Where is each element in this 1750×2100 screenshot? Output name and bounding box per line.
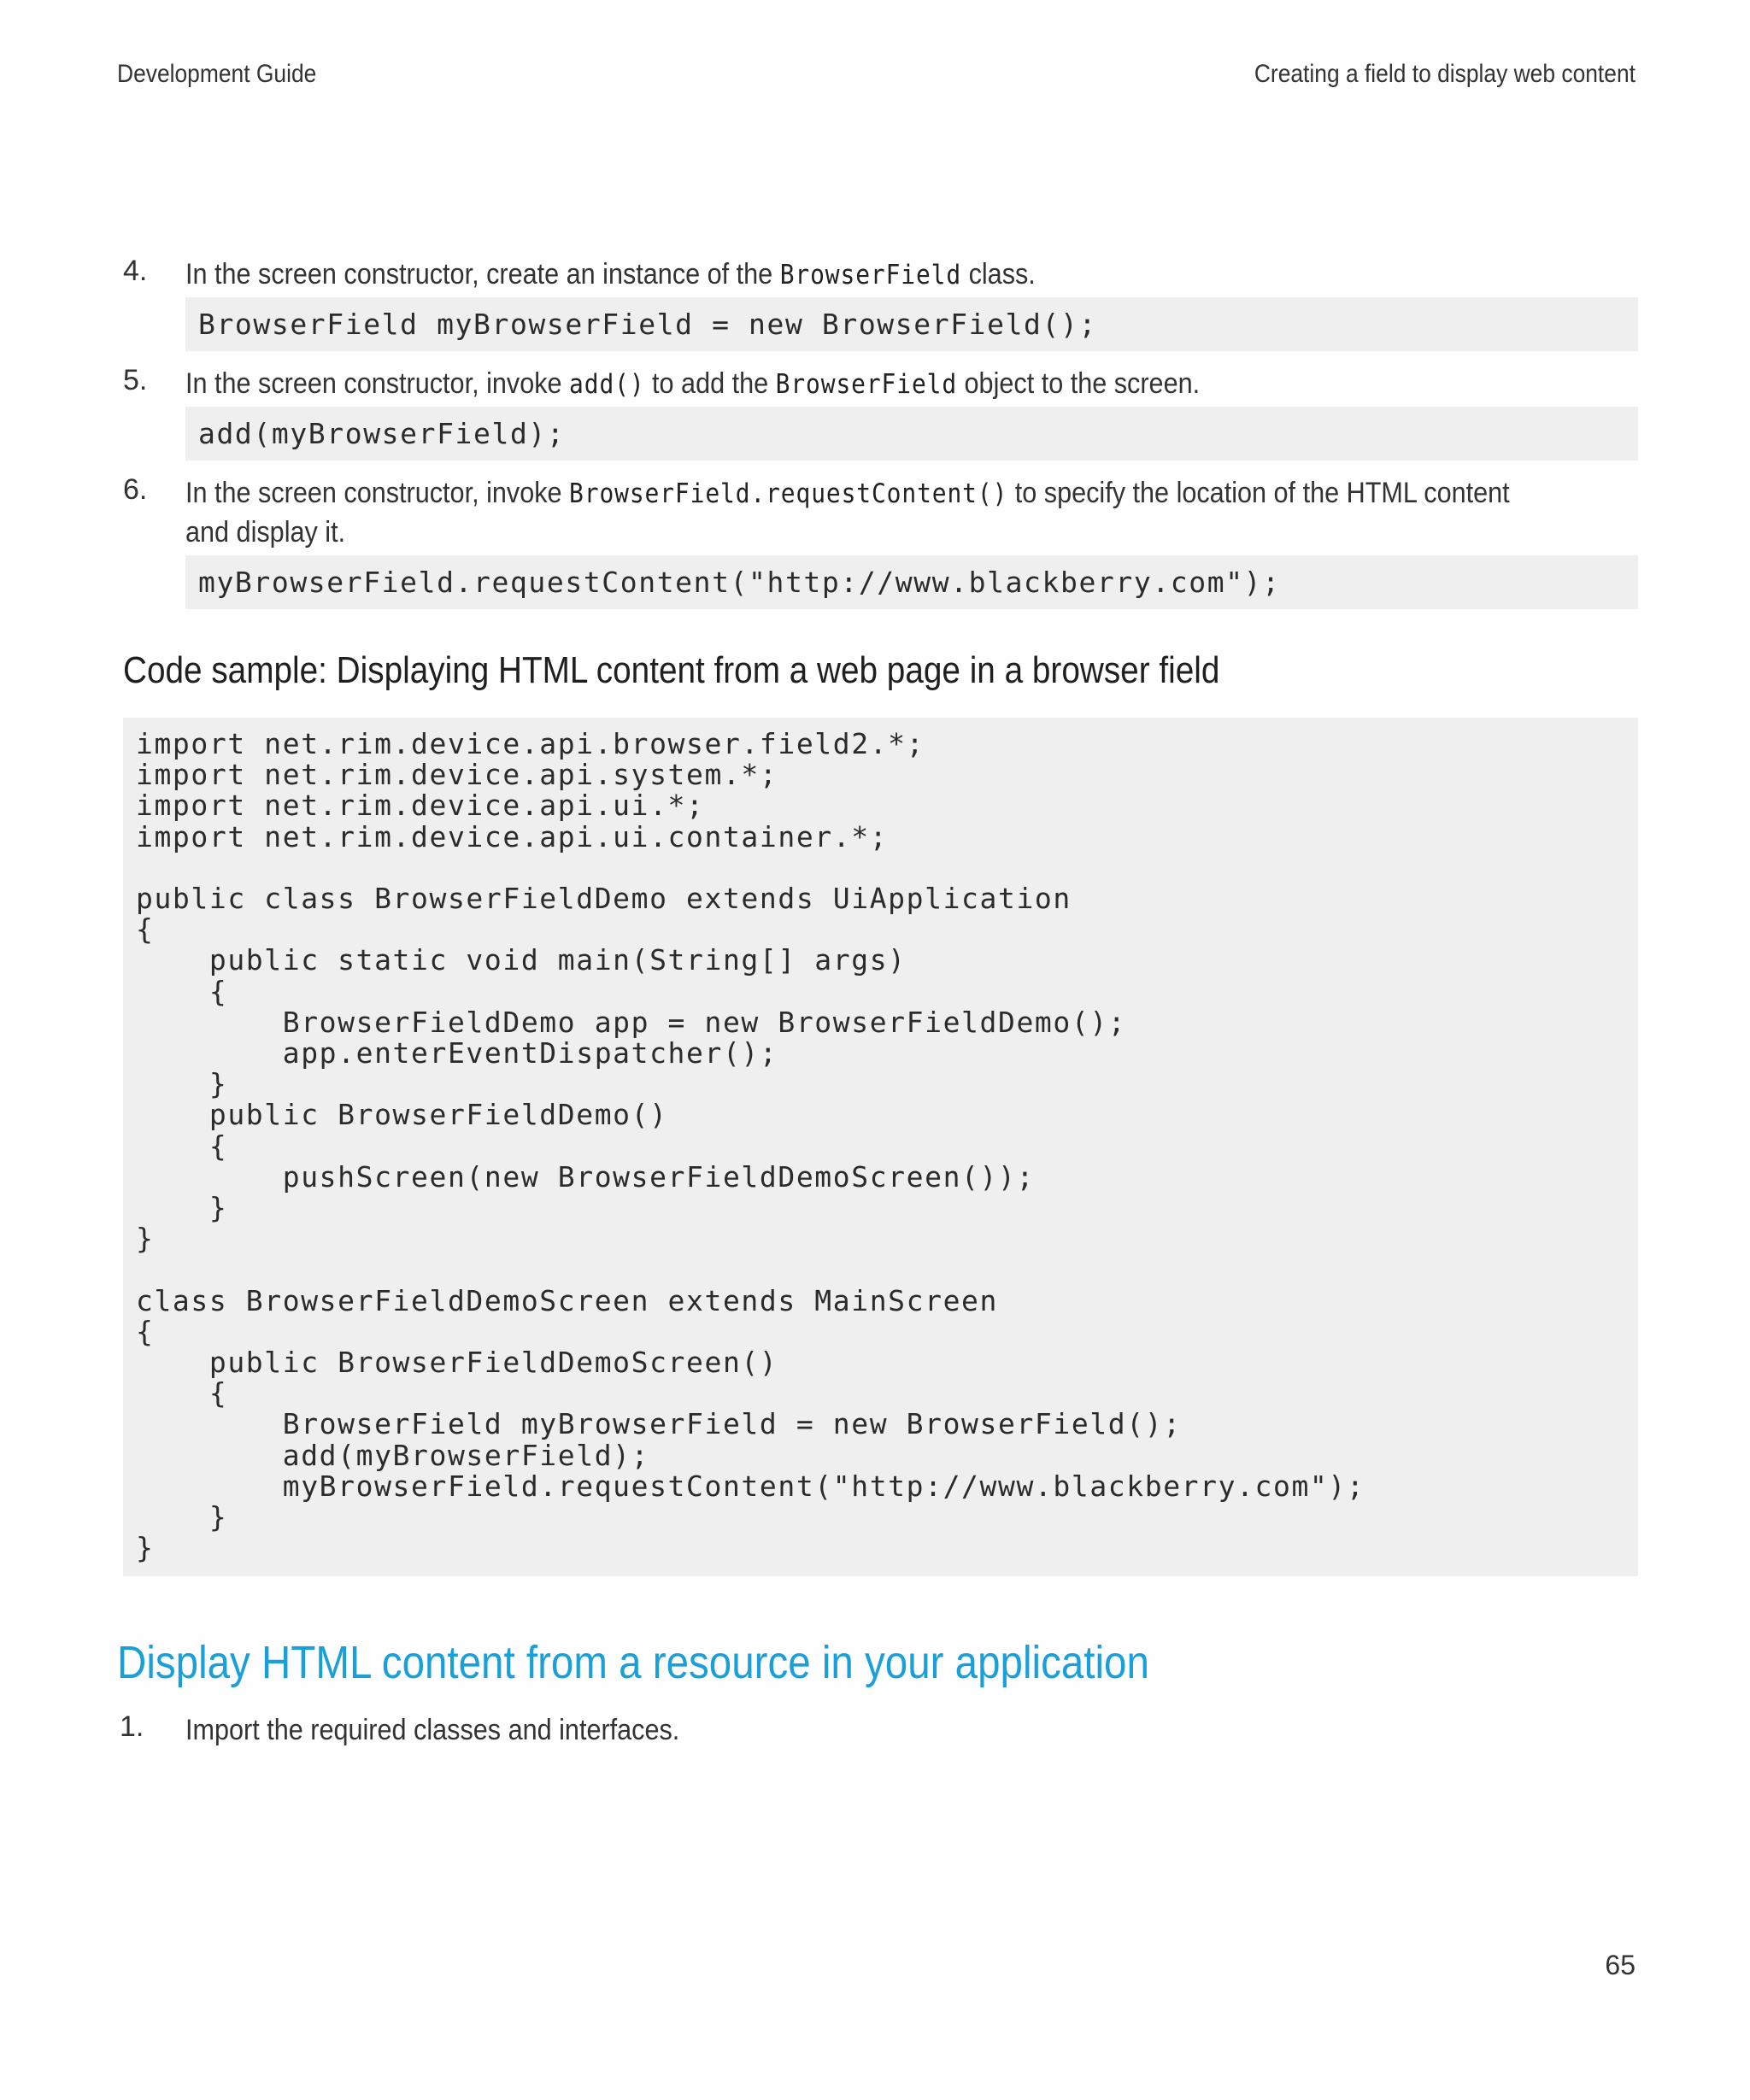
running-header-right: Creating a field to display web content (1254, 60, 1635, 88)
inline-code: BrowserField.requestContent() (569, 478, 1008, 509)
step-text: In the screen constructor, invoke add() to add the BrowserField object to the screen. (185, 367, 1201, 400)
step-text: In the screen constructor, create an instance of the BrowserField class. (185, 258, 1036, 290)
step-number: 6. (123, 473, 148, 506)
code-sample-text: import net.rim.device.api.browser.field2.*; import net.rim.device.api.system.*; import net.rim.device.api.ui.*; import net.rim.device.api.ui.container.*; public class BrowserFieldDemo extends UiApplication { public static void main(String[] args) { BrowserFieldDemo app = new BrowserFieldDemo(); app.enterEventDispatcher(); } public BrowserFieldDemo() { pushScreen(new BrowserFieldDemoScreen()); } } class BrowserFieldDemoScreen extends MainScreen { public BrowserFieldDemoScreen() { BrowserField myBrowserField = new BrowserField(); add(myBrowserField); myBrowserField.requestContent("http://www.blackberry.com"); } } (136, 727, 1365, 1565)
code-block-step-4: BrowserField myBrowserField = new BrowserField(); (185, 297, 1638, 351)
page-number: 65 (1605, 1950, 1635, 1980)
section-heading: Display HTML content from a resource in your application (117, 1637, 1149, 1688)
step-text: Import the required classes and interfaces. (185, 1714, 680, 1746)
code-block-step-5: add(myBrowserField); (185, 407, 1638, 460)
code-block-step-6: myBrowserField.requestContent("http://www.blackberry.com"); (185, 555, 1638, 609)
step-text: In the screen constructor, invoke BrowserField.requestContent() to specify the location of the HTML content (185, 477, 1510, 509)
step-text-line-2: and display it. (185, 516, 346, 548)
step-number: 4. (123, 255, 148, 287)
inline-code: BrowserField (779, 260, 962, 290)
running-header-left: Development Guide (117, 60, 317, 88)
step-number: 1. (120, 1710, 144, 1743)
inline-code: BrowserField (775, 369, 958, 400)
inline-code: add() (569, 369, 645, 400)
code-sample-heading: Code sample: Displaying HTML content from a web page in a browser field (123, 649, 1220, 691)
step-number: 5. (123, 364, 148, 396)
code-sample-block (123, 718, 1638, 1576)
